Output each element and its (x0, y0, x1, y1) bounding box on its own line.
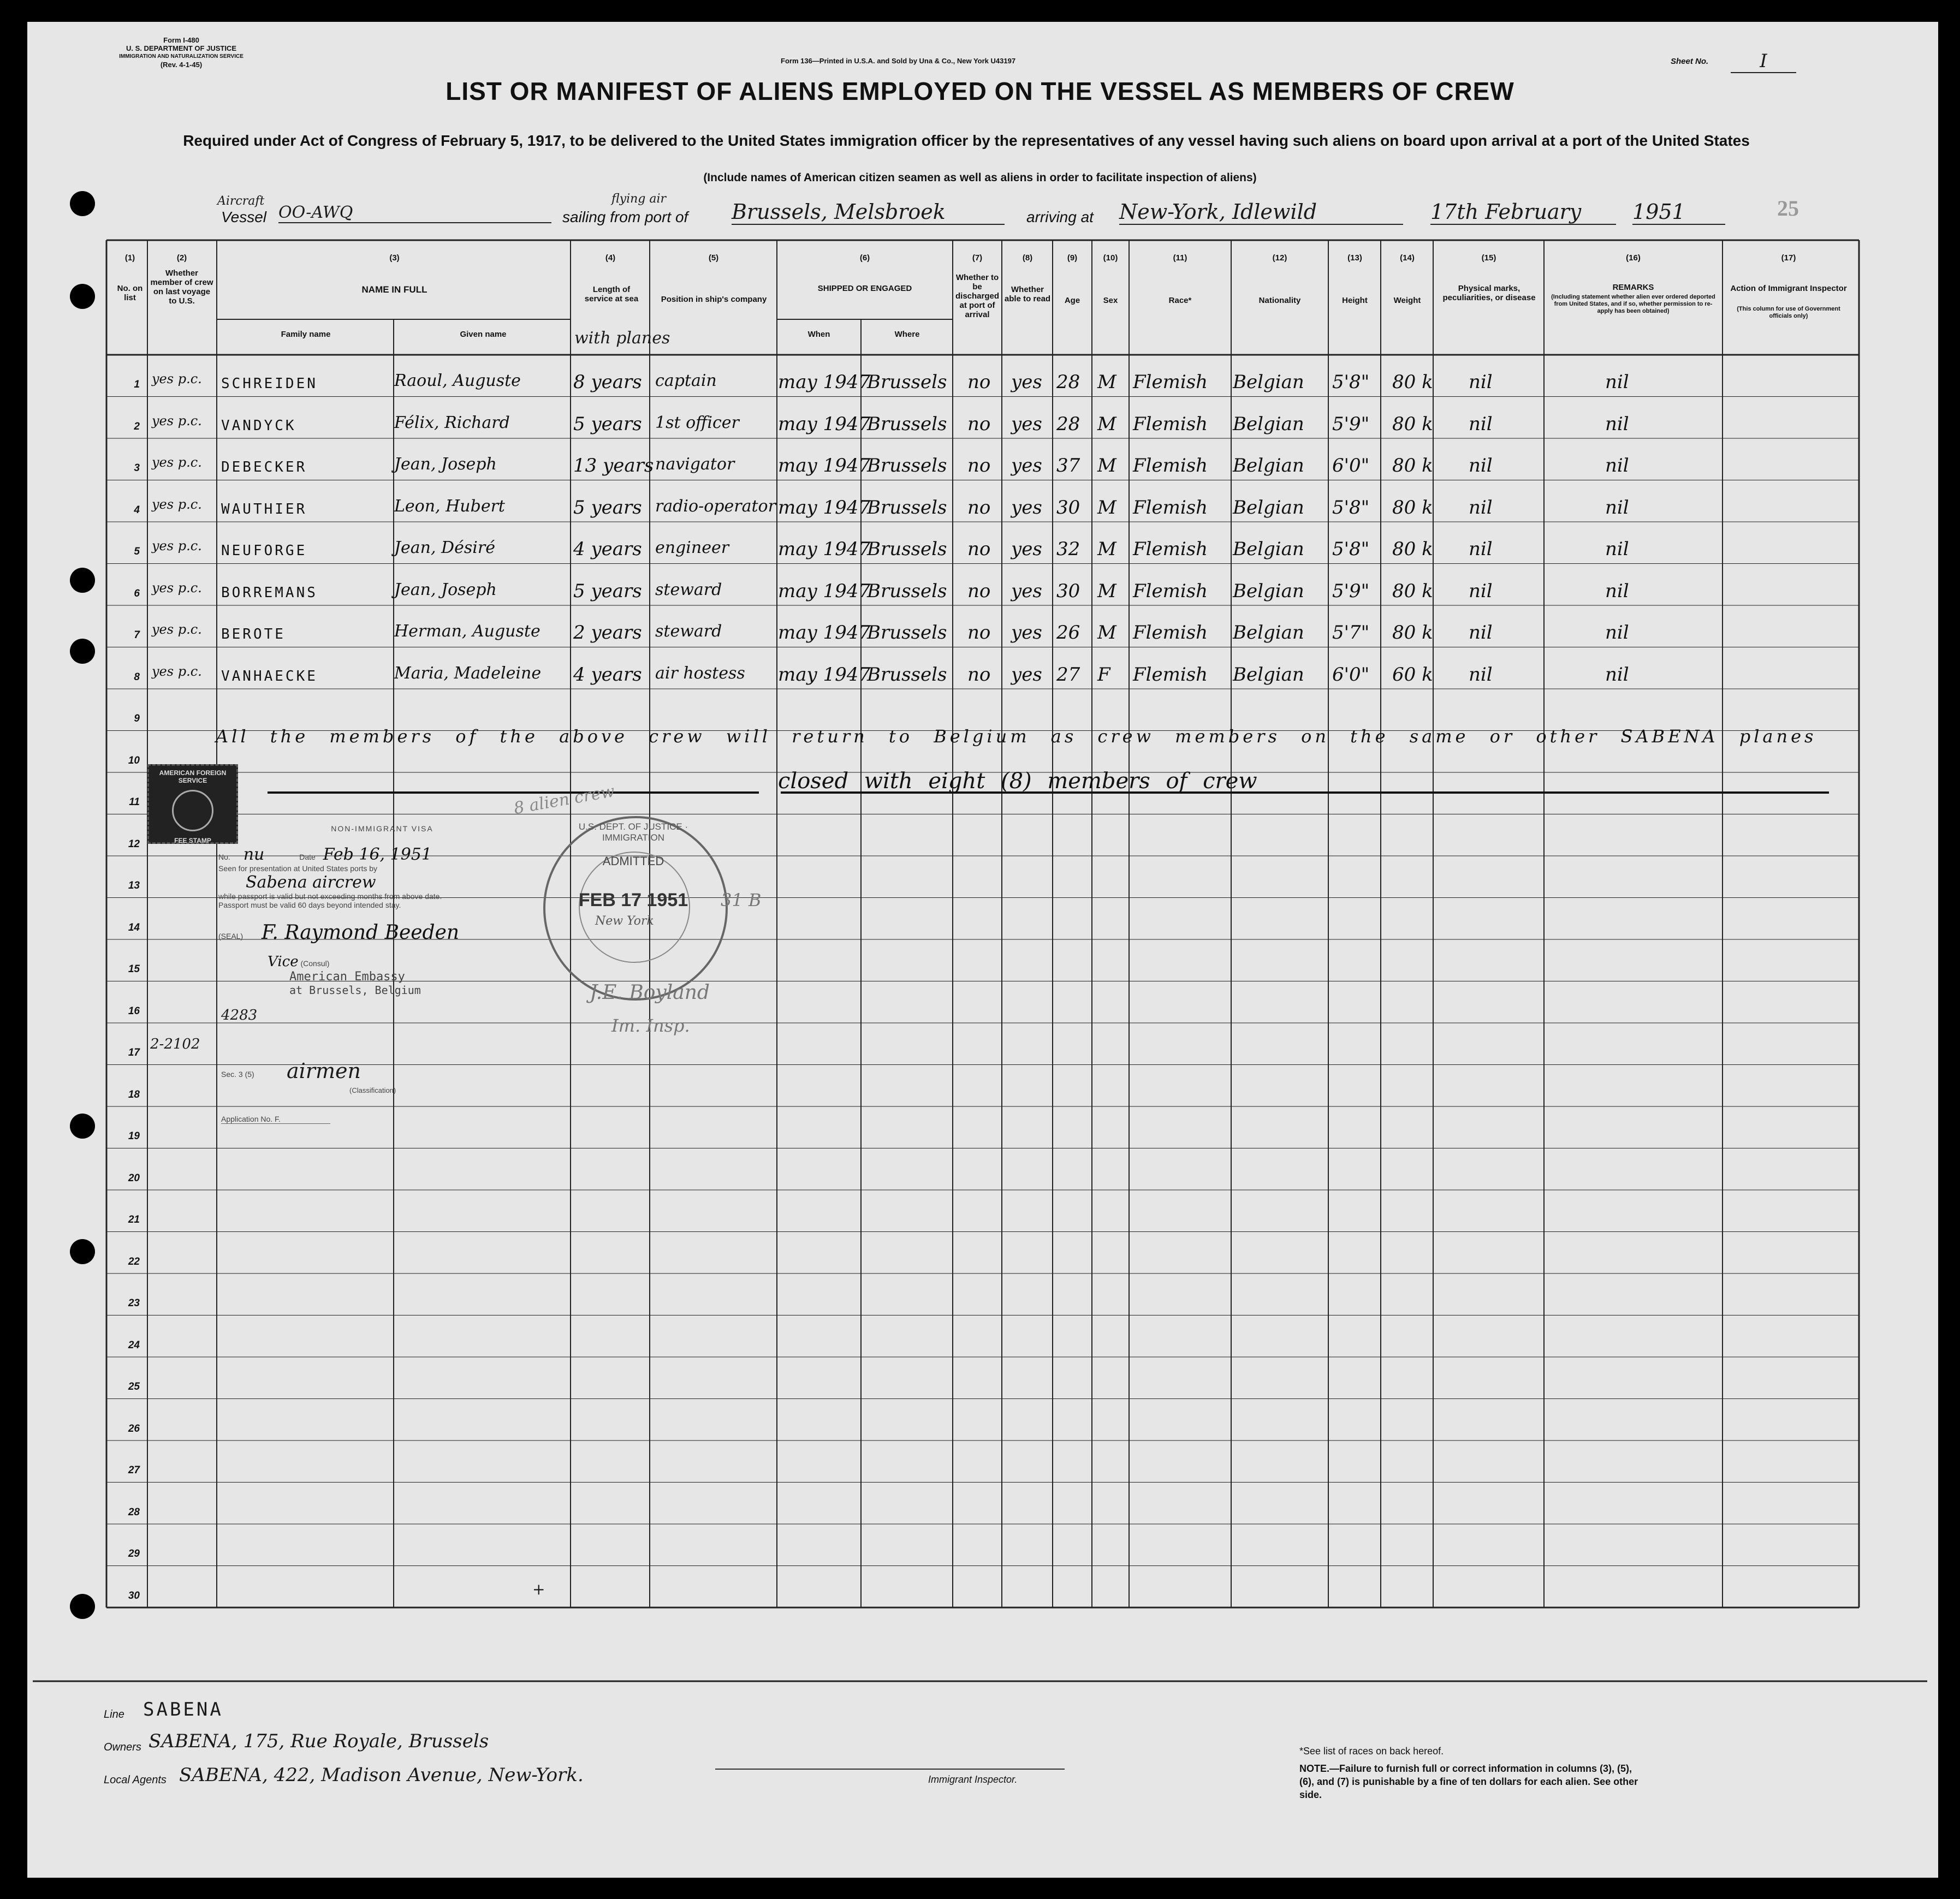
crew-read-cell: yes (1011, 413, 1042, 435)
crew-sex-cell: M (1097, 580, 1116, 602)
crew-shipped-where: Brussels (867, 371, 947, 393)
crew-remarks-cell: nil (1605, 371, 1629, 393)
visa-vice: Vice (268, 954, 299, 970)
crew-family-name: DEBECKER (221, 459, 307, 475)
col5-label: Position in ship's company (661, 295, 767, 304)
crew-marks-cell: nil (1469, 413, 1493, 435)
include-note: (Include names of American citizen seamen as well as aliens in order to facilitate inspection of aliens) (703, 171, 1257, 184)
crew-discharged-cell: no (967, 622, 991, 644)
crew-given-name: Raoul, Auguste (394, 371, 521, 390)
col4-num: (4) (605, 253, 616, 263)
crew-shipped-where: Brussels (867, 622, 947, 644)
crew-remarks-cell: nil (1605, 496, 1629, 519)
crew-discharged-cell: no (967, 371, 991, 393)
visa-city: at Brussels, Belgium (289, 984, 421, 997)
crew-weight-cell: 80 k (1392, 538, 1433, 560)
col8-label: Whether able to read (1004, 285, 1051, 303)
crew-family-name: BEROTE (221, 626, 286, 642)
col3-label: NAME IN FULL (361, 284, 427, 295)
crew-voyage-cell: yes p.c. (152, 538, 202, 553)
row-number: 26 (128, 1422, 140, 1434)
col17-sublabel: (This column for use of Government officials only) (1737, 306, 1840, 319)
col16-sublabel: (Including statement whether alien ever ordered deported from United States, and if so, whether permission to re-apply has been obtained) (1551, 294, 1715, 314)
crew-age-cell: 32 (1056, 538, 1080, 560)
crew-marks-cell: nil (1469, 538, 1493, 560)
sheet-number-value: I (1731, 50, 1796, 73)
visa-title: NON-IMMIGRANT VISA (331, 824, 433, 833)
crew-age-cell: 27 (1056, 663, 1080, 686)
row-number: 25 (128, 1381, 140, 1392)
crew-weight-cell: 80 k (1392, 413, 1433, 435)
visa-date-value: Feb 16, 1951 (323, 845, 432, 864)
crew-height-cell: 6'0" (1332, 663, 1370, 686)
crew-given-name: Herman, Auguste (394, 622, 541, 641)
col12-label: Nationality (1258, 296, 1301, 305)
crew-nationality-cell: Belgian (1233, 496, 1304, 519)
col4-handwritten: with planes (574, 329, 670, 348)
crew-discharged-cell: no (967, 538, 991, 560)
crew-marks-cell: nil (1469, 455, 1493, 477)
row-number: 15 (128, 963, 140, 975)
crew-nationality-cell: Belgian (1233, 580, 1304, 602)
visa-stamp (218, 824, 546, 997)
row-number: 10 (128, 754, 140, 766)
crew-weight-cell: 80 k (1392, 371, 1433, 393)
crew-service-cell: 5 years (573, 496, 642, 519)
row-number: 14 (128, 921, 140, 933)
inspector-title: Im. Insp. (611, 1015, 690, 1036)
crew-shipped-when: may 1947 (778, 496, 871, 519)
crew-shipped-when: may 1947 (778, 622, 871, 644)
crew-given-name: Félix, Richard (394, 413, 510, 432)
col9-num: (9) (1067, 253, 1078, 263)
line-value: SABENA (143, 1699, 223, 1721)
crew-voyage-cell: yes p.c. (152, 455, 202, 470)
visa-validity-text: while passport is valid but not exceeding months from above date. Passport must be valid 60 days beyond intended stay. (218, 892, 442, 909)
visa-seen-text: Seen for presentation at United States ports by (218, 864, 378, 873)
inspector-signature-line (715, 1769, 1065, 1770)
crew-position-cell: radio-operator (655, 496, 776, 516)
inspector-label: Immigrant Inspector. (928, 1774, 1018, 1785)
printer-line: Form 136—Printed in U.S.A. and Sold by Una & Co., New York U43197 (781, 57, 1016, 65)
revenue-stamp-top: AMERICAN FOREIGN SERVICE (159, 769, 227, 784)
crew-height-cell: 5'8" (1332, 371, 1370, 393)
fine-note-label: NOTE.— (1299, 1763, 1340, 1774)
owners-label: Owners (104, 1741, 141, 1753)
visa-fee-val: 2-2102 (150, 1036, 200, 1052)
crew-remarks-cell: nil (1605, 663, 1629, 686)
crew-discharged-cell: no (967, 413, 991, 435)
crew-weight-cell: 80 k (1392, 496, 1433, 519)
page-subtitle: Required under Act of Congress of February 5, 1917, to be delivered to the United States immigration officer by the representatives of any vessel having such aliens on board upon arrival at a port of the United States (183, 132, 1750, 149)
sailing-insert: flying air (611, 192, 667, 206)
crew-given-name: Jean, Joseph (394, 580, 497, 599)
col17-label: Action of Immigrant Inspector (1730, 284, 1847, 293)
col11-label: Race* (1168, 296, 1192, 305)
vessel-label: Vessel (221, 209, 267, 225)
visa-consul-label: (Consul) (300, 959, 330, 968)
crew-marks-cell: nil (1469, 622, 1493, 644)
visa-no-label: No. (218, 853, 230, 861)
visa-class-label: (Classification) (349, 1086, 396, 1094)
col13-num: (13) (1347, 253, 1362, 263)
crew-height-cell: 5'7" (1332, 622, 1370, 644)
crew-voyage-cell: yes p.c. (152, 622, 202, 637)
row-number: 22 (128, 1255, 140, 1267)
crew-age-cell: 26 (1056, 622, 1080, 644)
crew-shipped-where: Brussels (867, 413, 947, 435)
crew-shipped-when: may 1947 (778, 455, 871, 477)
col5-num: (5) (708, 253, 719, 263)
crew-race-cell: Flemish (1133, 580, 1208, 602)
crew-sex-cell: M (1097, 455, 1116, 477)
col15-num: (15) (1481, 253, 1496, 263)
crew-height-cell: 5'9" (1332, 413, 1370, 435)
vessel-value: OO-AWQ (278, 203, 551, 223)
col7-num: (7) (972, 253, 983, 263)
col8-num: (8) (1022, 253, 1033, 263)
row-number: 11 (129, 796, 140, 808)
crew-race-cell: Flemish (1133, 413, 1208, 435)
col11-num: (11) (1173, 253, 1187, 263)
crew-marks-cell: nil (1469, 580, 1493, 602)
crew-race-cell: Flemish (1133, 455, 1208, 477)
visa-no-value: nu (243, 845, 265, 864)
races-note: *See list of races on back hereof. (1299, 1746, 1444, 1757)
row-number: 30 (128, 1590, 140, 1602)
crew-family-name: VANDYCK (221, 417, 296, 434)
row-number: 29 (128, 1548, 140, 1559)
crew-nationality-cell: Belgian (1233, 455, 1304, 477)
crew-marks-cell: nil (1469, 371, 1493, 393)
crew-shipped-where: Brussels (867, 580, 947, 602)
crew-sex-cell: M (1097, 371, 1116, 393)
arrival-date: 17th February (1430, 200, 1616, 225)
crew-nationality-cell: Belgian (1233, 622, 1304, 644)
row-number: 3 (134, 462, 140, 474)
crew-discharged-cell: no (967, 496, 991, 519)
crew-remarks-cell: nil (1605, 622, 1629, 644)
row-number: 7 (134, 629, 140, 641)
crew-service-cell: 4 years (573, 538, 642, 560)
col2-num: (2) (176, 253, 187, 263)
crew-shipped-where: Brussels (867, 663, 947, 686)
crew-age-cell: 28 (1056, 413, 1080, 435)
col10-num: (10) (1103, 253, 1118, 263)
arriving-label: arriving at (1026, 209, 1094, 225)
crew-shipped-where: Brussels (867, 538, 947, 560)
crew-read-cell: yes (1011, 538, 1042, 560)
crew-marks-cell: nil (1469, 496, 1493, 519)
admitted-word: ADMITTED (602, 854, 664, 868)
crew-discharged-cell: no (967, 580, 991, 602)
crew-remarks-cell: nil (1605, 455, 1629, 477)
crew-nationality-cell: Belgian (1233, 663, 1304, 686)
crew-position-cell: 1st officer (655, 413, 739, 432)
sailing-label: sailing from port of (562, 209, 688, 225)
form-number: Form I-480 (163, 36, 199, 44)
visa-date-label: Date (299, 853, 316, 861)
col6-where-label: Where (894, 330, 920, 339)
admitted-initials: 31 B (721, 890, 762, 910)
row-number: 1 (134, 379, 140, 390)
row-number: 6 (134, 587, 140, 599)
crew-service-cell: 13 years (573, 455, 654, 477)
crew-service-cell: 4 years (573, 663, 642, 686)
revenue-stamp-bottom: FEE STAMP (174, 837, 211, 844)
crew-position-cell: steward (655, 580, 722, 599)
stray-mark: + (532, 1580, 545, 1598)
admitted-date: FEB 17 1951 (578, 890, 688, 910)
crew-read-cell: yes (1011, 580, 1042, 602)
col1-num: (1) (124, 253, 135, 263)
crew-service-cell: 5 years (573, 580, 642, 602)
owners-value: SABENA, 175, Rue Royale, Brussels (149, 1730, 489, 1752)
col3-family-label: Family name (281, 330, 331, 339)
crew-read-cell: yes (1011, 622, 1042, 644)
crew-discharged-cell: no (967, 455, 991, 477)
crew-position-cell: captain (655, 371, 717, 390)
crew-age-cell: 37 (1056, 455, 1080, 477)
crew-race-cell: Flemish (1133, 622, 1208, 644)
row-number: 19 (128, 1130, 140, 1142)
crew-service-cell: 8 years (573, 371, 642, 393)
col16-num: (16) (1626, 253, 1641, 263)
crew-sex-cell: M (1097, 496, 1116, 519)
visa-consul-row (268, 954, 546, 970)
arrival-year: 1951 (1632, 200, 1725, 225)
crew-race-cell: Flemish (1133, 371, 1208, 393)
crew-voyage-cell: yes p.c. (152, 413, 202, 428)
row-number: 20 (128, 1172, 140, 1184)
crew-given-name: Jean, Désiré (394, 538, 495, 557)
crew-shipped-when: may 1947 (778, 538, 871, 560)
crew-service-cell: 5 years (573, 413, 642, 435)
row-number: 13 (128, 880, 140, 891)
visa-embassy: American Embassy (289, 970, 405, 984)
crew-nationality-cell: Belgian (1233, 538, 1304, 560)
col15-label: Physical marks, peculiarities, or disease (1442, 284, 1536, 302)
row-number: 27 (128, 1465, 140, 1476)
sheet-number-label: Sheet No. (1671, 57, 1709, 66)
visa-fee-no: 4283 (221, 1007, 258, 1023)
visa-seal-row (218, 921, 546, 944)
crew-race-cell: Flemish (1133, 663, 1208, 686)
row-number: 5 (134, 546, 140, 557)
crew-weight-cell: 80 k (1392, 580, 1433, 602)
crew-remarks-cell: nil (1605, 538, 1629, 560)
col14-num: (14) (1400, 253, 1415, 263)
visa-seal: (SEAL) (218, 932, 243, 940)
visa-no-row (218, 845, 546, 864)
agents-label: Local Agents (104, 1774, 167, 1786)
page-mark: 25 (1777, 196, 1799, 221)
crew-position-cell: engineer (655, 538, 729, 557)
crew-height-cell: 5'8" (1332, 538, 1370, 560)
crew-read-cell: yes (1011, 496, 1042, 519)
crew-family-name: NEUFORGE (221, 543, 307, 559)
crew-height-cell: 6'0" (1332, 455, 1370, 477)
visa-application: Application No. F. (221, 1115, 330, 1124)
col14-label: Weight (1393, 296, 1421, 305)
agents-value: SABENA, 422, Madison Avenue, New-York. (179, 1764, 584, 1786)
crew-family-name: VANHAECKE (221, 668, 318, 684)
crew-position-cell: steward (655, 622, 722, 641)
crew-read-cell: yes (1011, 663, 1042, 686)
closing-line (781, 791, 1829, 794)
crew-shipped-when: may 1947 (778, 413, 871, 435)
crew-height-cell: 5'8" (1332, 496, 1370, 519)
crew-nationality-cell: Belgian (1233, 413, 1304, 435)
arriving-value: New-York, Idlewild (1119, 200, 1403, 225)
crew-age-cell: 28 (1056, 371, 1080, 393)
col3-given-label: Given name (460, 330, 507, 339)
col16-label: REMARKS (1612, 283, 1654, 292)
crew-remarks-cell: nil (1605, 580, 1629, 602)
crew-service-cell: 2 years (573, 622, 642, 644)
row9-return-note: All the members of the above crew will return to Belgium as crew members on the same or other SABENA planes (216, 726, 1817, 747)
crew-discharged-cell: no (967, 663, 991, 686)
col7-label: Whether to be discharged at port of arrival (955, 273, 1000, 319)
col6-num: (6) (859, 253, 870, 263)
visa-class-value: airmen (287, 1059, 361, 1083)
crew-given-name: Maria, Madeleine (394, 663, 542, 683)
crew-weight-cell: 60 k (1392, 663, 1433, 686)
crew-voyage-cell: yes p.c. (152, 663, 202, 679)
vessel-prefix: Aircraft (217, 194, 265, 208)
admitted-ring-text: U.S. DEPT. OF JUSTICE · IMMIGRATION (578, 821, 688, 843)
admitted-place: New York (595, 914, 654, 928)
col17-num: (17) (1781, 253, 1796, 263)
row-number: 17 (128, 1047, 140, 1058)
line-label: Line (104, 1708, 124, 1721)
crew-position-cell: air hostess (655, 663, 745, 683)
visa-by-value: Sabena aircrew (246, 873, 376, 892)
col1-label: No. on list (117, 284, 143, 302)
inspector-signature: J.E. Boyland (590, 981, 710, 1004)
crew-age-cell: 30 (1056, 496, 1080, 519)
row-number: 9 (134, 713, 140, 724)
crew-given-name: Leon, Hubert (394, 496, 505, 516)
col4-label: Length of service at sea (584, 285, 639, 303)
crew-voyage-cell: yes p.c. (152, 371, 202, 386)
crew-sex-cell: M (1097, 538, 1116, 560)
sailing-value: Brussels, Melsbroek (732, 200, 1005, 225)
crew-marks-cell: nil (1469, 663, 1493, 686)
row-number: 2 (134, 420, 140, 432)
row-number: 18 (128, 1088, 140, 1100)
crew-voyage-cell: yes p.c. (152, 580, 202, 596)
crew-weight-cell: 80 k (1392, 455, 1433, 477)
crew-family-name: WAUTHIER (221, 501, 307, 517)
crew-race-cell: Flemish (1133, 538, 1208, 560)
revision-date: (Rev. 4-1-45) (160, 61, 203, 69)
col13-label: Height (1342, 296, 1368, 305)
row-number: 16 (128, 1005, 140, 1017)
col9-label: Age (1064, 296, 1080, 305)
col10-label: Sex (1103, 296, 1118, 305)
alien-crew-annotation: 8 alien crew (512, 782, 616, 818)
crew-height-cell: 5'9" (1332, 580, 1370, 602)
crew-shipped-where: Brussels (867, 455, 947, 477)
crew-voyage-cell: yes p.c. (152, 496, 202, 512)
crew-weight-cell: 80 k (1392, 622, 1433, 644)
crew-race-cell: Flemish (1133, 496, 1208, 519)
row-number: 24 (128, 1339, 140, 1351)
col6-label: SHIPPED OR ENGAGED (817, 284, 912, 293)
crew-shipped-when: may 1947 (778, 663, 871, 686)
fine-note (1299, 1762, 1649, 1801)
row-number: 4 (134, 504, 140, 516)
department-name: U. S. DEPARTMENT OF JUSTICE (126, 44, 236, 52)
row-number: 28 (128, 1506, 140, 1518)
service-name: IMMIGRATION AND NATURALIZATION SERVICE (119, 53, 243, 59)
page-title: LIST OR MANIFEST OF ALIENS EMPLOYED ON THE VESSEL AS MEMBERS OF CREW (446, 77, 1514, 105)
crew-shipped-when: may 1947 (778, 580, 871, 602)
visa-sec: Sec. 3 (5) (221, 1070, 254, 1079)
row-number: 23 (128, 1297, 140, 1309)
crew-family-name: BORREMANS (221, 584, 318, 601)
crew-shipped-where: Brussels (867, 496, 947, 519)
row-number: 12 (128, 838, 140, 850)
crew-shipped-when: may 1947 (778, 371, 871, 393)
crew-read-cell: yes (1011, 371, 1042, 393)
row-number: 21 (128, 1214, 140, 1225)
col3-num: (3) (389, 253, 400, 263)
row10-closed-note: closed with eight (8) members of crew (778, 769, 1257, 794)
col12-num: (12) (1272, 253, 1287, 263)
crew-remarks-cell: nil (1605, 413, 1629, 435)
crew-age-cell: 30 (1056, 580, 1080, 602)
crew-read-cell: yes (1011, 455, 1042, 477)
crew-nationality-cell: Belgian (1233, 371, 1304, 393)
col2-label: Whether member of crew on last voyage to U.S. (150, 269, 213, 306)
crew-sex-cell: F (1097, 663, 1110, 686)
col6-when-label: When (807, 330, 830, 339)
row-number: 8 (134, 671, 140, 683)
crew-given-name: Jean, Joseph (394, 455, 497, 474)
visa-signature: F. Raymond Beeden (262, 921, 460, 944)
crew-sex-cell: M (1097, 622, 1116, 644)
stamp-emblem-icon (172, 790, 213, 831)
crew-position-cell: navigator (655, 455, 735, 474)
closing-line (268, 791, 759, 794)
crew-sex-cell: M (1097, 413, 1116, 435)
fine-note-text: Failure to furnish full or correct information in columns (3), (5), (6), and (7) is punishable by a fine of ten dollars for each alien. See other side. (1299, 1763, 1638, 1800)
crew-family-name: SCHREIDEN (221, 376, 318, 392)
